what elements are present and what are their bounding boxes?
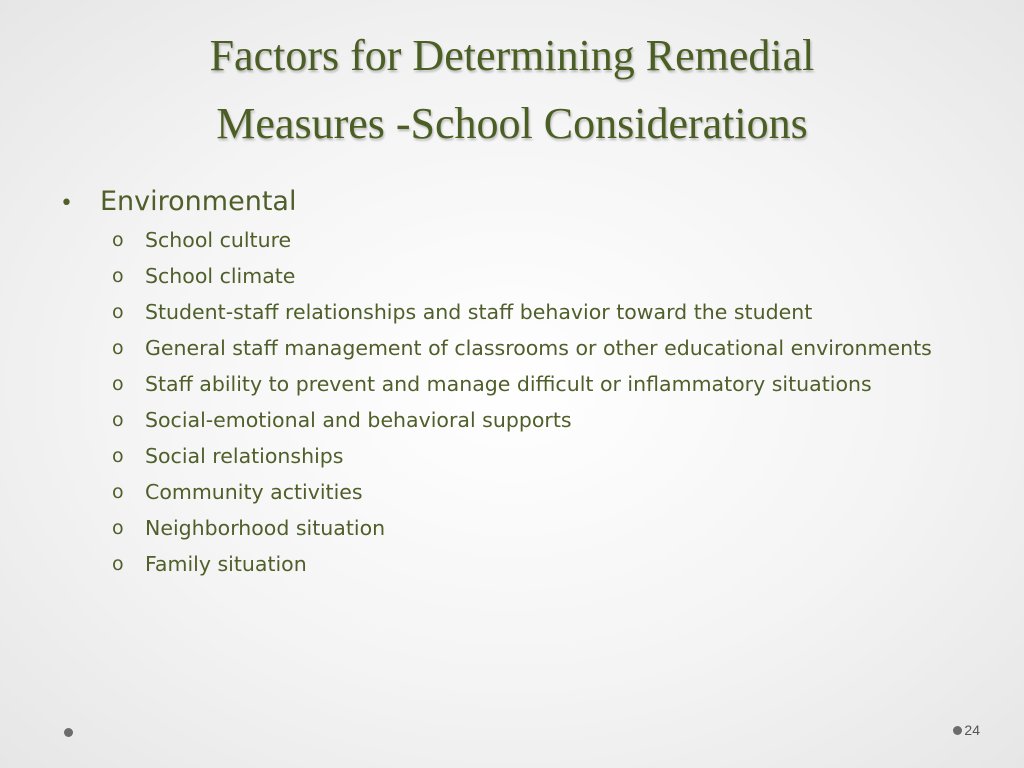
page-number-text: 24 xyxy=(964,722,980,738)
page-number xyxy=(953,722,980,738)
list-item-text: School climate xyxy=(145,264,296,288)
list-item-text: General staff management of classrooms or other educational environments xyxy=(145,336,932,360)
bullet-icon: • xyxy=(60,191,73,216)
list-item xyxy=(60,442,960,471)
circle-bullet-icon: o xyxy=(112,229,124,251)
circle-bullet-icon: o xyxy=(112,517,124,539)
list-item xyxy=(60,298,960,327)
list-item-text: Student-staff relationships and staff behavior toward the student xyxy=(145,300,813,324)
list-item-text: Social-emotional and behavioral supports xyxy=(145,408,572,432)
circle-bullet-icon: o xyxy=(112,337,124,359)
circle-bullet-icon: o xyxy=(112,481,124,503)
circle-bullet-icon: o xyxy=(112,265,124,287)
list-item-text: Family situation xyxy=(145,552,307,576)
title-line-1: Factors for Determining Remedial xyxy=(209,31,815,80)
title-line-2: Measures -School Considerations xyxy=(216,99,808,148)
decorative-dot-icon xyxy=(64,728,73,737)
environmental-sub-list xyxy=(60,226,960,579)
environmental-heading: Environmental xyxy=(100,186,297,217)
slide-title xyxy=(0,22,1024,158)
decorative-dot-icon xyxy=(953,726,962,735)
list-item-text: School culture xyxy=(145,228,292,252)
list-item xyxy=(60,478,960,507)
list-item xyxy=(60,262,960,291)
list-item-text: Neighborhood situation xyxy=(145,516,386,540)
list-item xyxy=(60,406,960,435)
circle-bullet-icon: o xyxy=(112,409,124,431)
list-item xyxy=(60,334,960,363)
circle-bullet-icon: o xyxy=(112,553,124,575)
circle-bullet-icon: o xyxy=(112,301,124,323)
circle-bullet-icon: o xyxy=(112,373,124,395)
circle-bullet-icon: o xyxy=(112,445,124,467)
environmental-bullet xyxy=(60,180,960,226)
list-item xyxy=(60,226,960,255)
list-item xyxy=(60,550,960,579)
list-item-text: Social relationships xyxy=(145,444,344,468)
list-item-text: Staff ability to prevent and manage difficult or inflammatory situations xyxy=(145,372,872,396)
list-item-text: Community activities xyxy=(145,480,363,504)
list-item xyxy=(60,514,960,543)
list-item xyxy=(60,370,960,399)
content-area xyxy=(60,180,960,586)
